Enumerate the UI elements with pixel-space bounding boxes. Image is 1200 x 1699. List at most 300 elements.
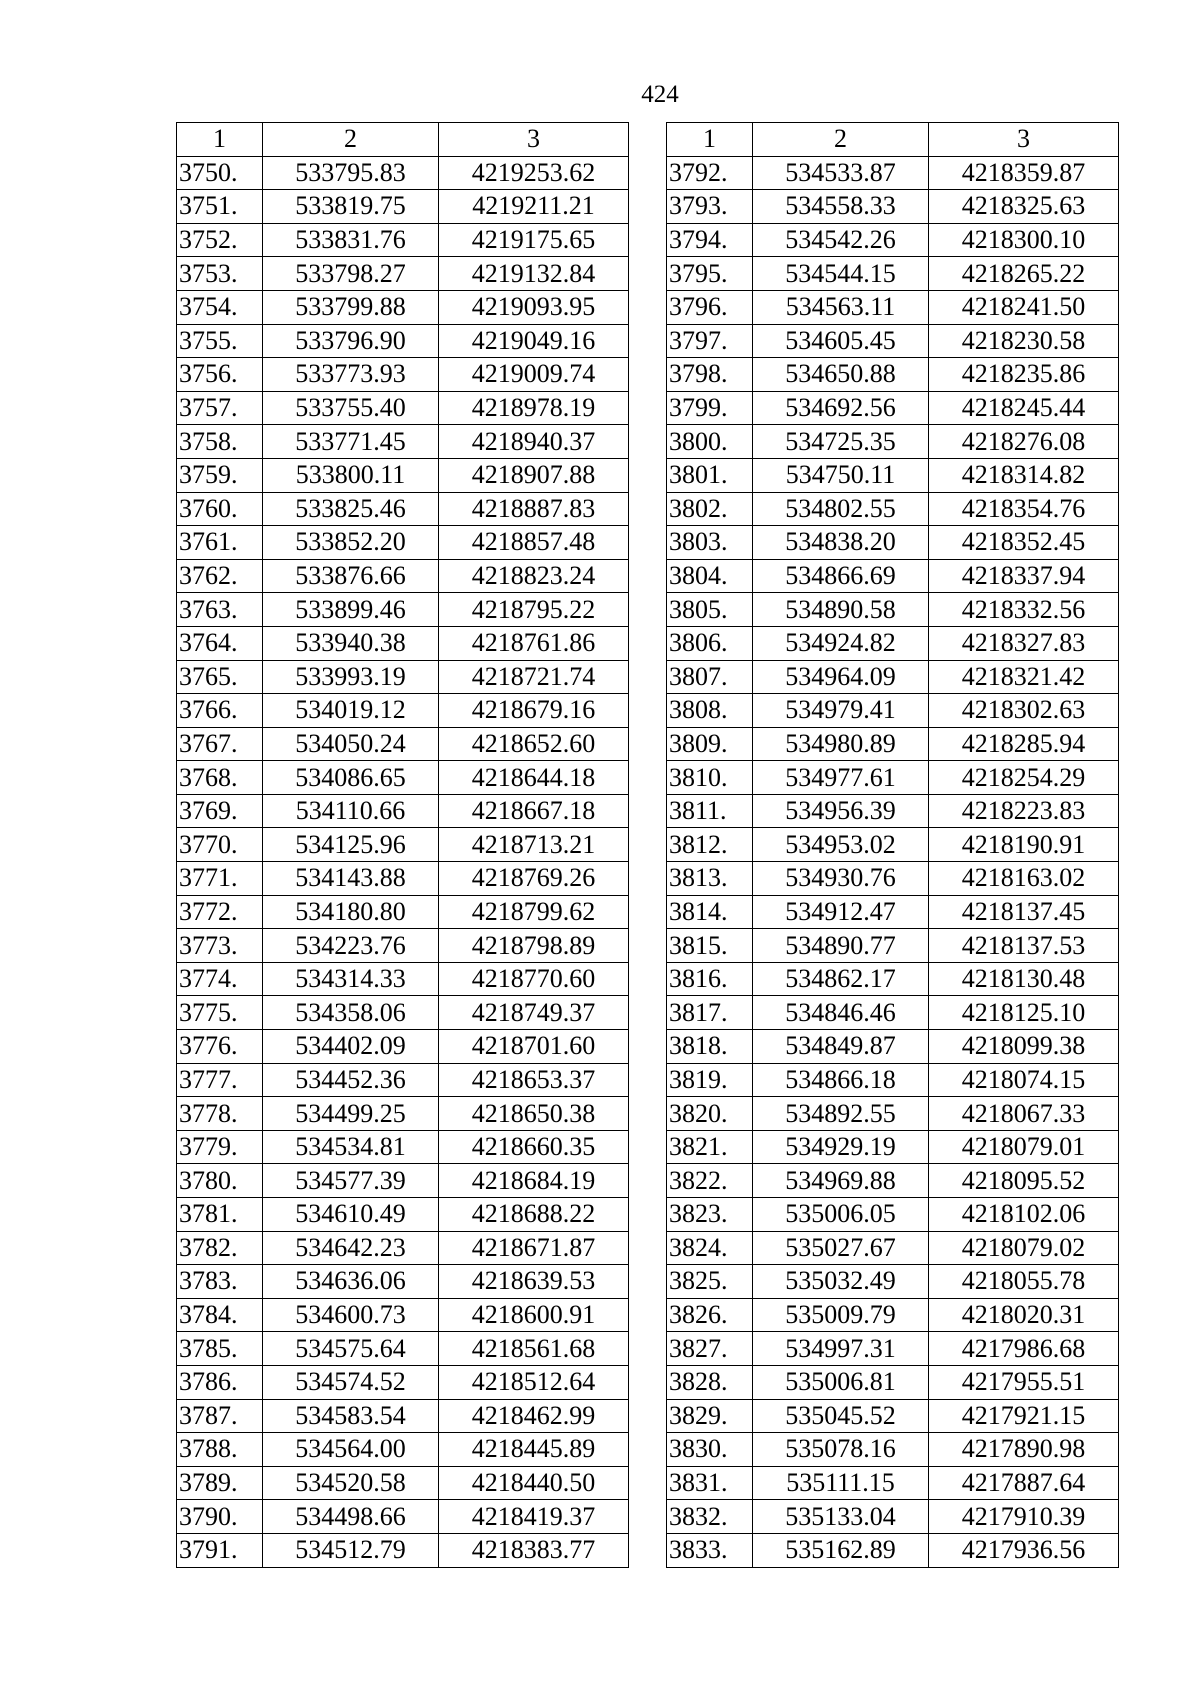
y-coordinate-cell: 4218639.53 — [439, 1265, 629, 1299]
x-coordinate-cell: 534143.88 — [263, 862, 439, 896]
x-coordinate-cell: 534866.18 — [753, 1063, 929, 1097]
table-row — [177, 694, 629, 728]
y-coordinate-cell: 4218684.19 — [439, 1164, 629, 1198]
y-coordinate-cell: 4218799.62 — [439, 895, 629, 929]
y-coordinate-cell: 4218761.86 — [439, 626, 629, 660]
point-number-cell: 3775. — [177, 996, 263, 1030]
coordinates-table-left — [176, 122, 629, 1568]
x-coordinate-cell: 533773.93 — [263, 358, 439, 392]
y-coordinate-cell: 4218163.02 — [929, 862, 1119, 896]
x-coordinate-cell: 534997.31 — [753, 1332, 929, 1366]
point-number-cell: 3764. — [177, 626, 263, 660]
y-coordinate-cell: 4218795.22 — [439, 593, 629, 627]
point-number-cell: 3765. — [177, 660, 263, 694]
y-coordinate-cell: 4219049.16 — [439, 324, 629, 358]
x-coordinate-cell: 534498.66 — [263, 1500, 439, 1534]
y-coordinate-cell: 4218067.33 — [929, 1097, 1119, 1131]
y-coordinate-cell: 4219253.62 — [439, 156, 629, 190]
x-coordinate-cell: 534499.25 — [263, 1097, 439, 1131]
y-coordinate-cell: 4218254.29 — [929, 761, 1119, 795]
x-coordinate-cell: 534750.11 — [753, 458, 929, 492]
x-coordinate-cell: 534980.89 — [753, 727, 929, 761]
x-coordinate-cell: 535032.49 — [753, 1265, 929, 1299]
y-coordinate-cell: 4217910.39 — [929, 1500, 1119, 1534]
table-row — [177, 794, 629, 828]
y-coordinate-cell: 4218721.74 — [439, 660, 629, 694]
table-row — [667, 862, 1119, 896]
x-coordinate-cell: 535111.15 — [753, 1466, 929, 1500]
table-row — [177, 1433, 629, 1467]
point-number-cell: 3832. — [667, 1500, 753, 1534]
table-row — [667, 1265, 1119, 1299]
table-row — [177, 1265, 629, 1299]
x-coordinate-cell: 535162.89 — [753, 1533, 929, 1567]
point-number-cell: 3779. — [177, 1130, 263, 1164]
point-number-cell: 3812. — [667, 828, 753, 862]
table-row — [667, 391, 1119, 425]
table-row — [177, 1063, 629, 1097]
point-number-cell: 3792. — [667, 156, 753, 190]
y-coordinate-cell: 4218770.60 — [439, 962, 629, 996]
point-number-cell: 3754. — [177, 290, 263, 324]
x-coordinate-cell: 533795.83 — [263, 156, 439, 190]
table-row — [177, 1030, 629, 1064]
point-number-cell: 3793. — [667, 190, 753, 224]
x-coordinate-cell: 534956.39 — [753, 794, 929, 828]
table-row — [667, 1533, 1119, 1567]
y-coordinate-cell: 4218512.64 — [439, 1365, 629, 1399]
header-row — [177, 123, 629, 157]
x-coordinate-cell: 534125.96 — [263, 828, 439, 862]
point-number-cell: 3799. — [667, 391, 753, 425]
point-number-cell: 3783. — [177, 1265, 263, 1299]
x-coordinate-cell: 533831.76 — [263, 223, 439, 257]
y-coordinate-cell: 4218440.50 — [439, 1466, 629, 1500]
point-number-cell: 3823. — [667, 1198, 753, 1232]
point-number-cell: 3811. — [667, 794, 753, 828]
point-number-cell: 3803. — [667, 526, 753, 560]
point-number-cell: 3782. — [177, 1231, 263, 1265]
y-coordinate-cell: 4218798.89 — [439, 929, 629, 963]
column-header-number: 1 — [177, 123, 263, 157]
y-coordinate-cell: 4218079.02 — [929, 1231, 1119, 1265]
table-row — [177, 1466, 629, 1500]
table-row — [177, 862, 629, 896]
x-coordinate-cell: 533799.88 — [263, 290, 439, 324]
column-header-x: 2 — [263, 123, 439, 157]
x-coordinate-cell: 534534.81 — [263, 1130, 439, 1164]
y-coordinate-cell: 4218245.44 — [929, 391, 1119, 425]
table-row — [667, 324, 1119, 358]
table-row — [177, 358, 629, 392]
x-coordinate-cell: 534953.02 — [753, 828, 929, 862]
table-row — [667, 290, 1119, 324]
table-row — [667, 794, 1119, 828]
point-number-cell: 3763. — [177, 593, 263, 627]
x-coordinate-cell: 533940.38 — [263, 626, 439, 660]
y-coordinate-cell: 4218230.58 — [929, 324, 1119, 358]
point-number-cell: 3827. — [667, 1332, 753, 1366]
table-row — [667, 1433, 1119, 1467]
x-coordinate-cell: 535027.67 — [753, 1231, 929, 1265]
table-row — [177, 727, 629, 761]
y-coordinate-cell: 4218137.45 — [929, 895, 1119, 929]
x-coordinate-cell: 533755.40 — [263, 391, 439, 425]
y-coordinate-cell: 4218241.50 — [929, 290, 1119, 324]
x-coordinate-cell: 534969.88 — [753, 1164, 929, 1198]
point-number-cell: 3819. — [667, 1063, 753, 1097]
y-coordinate-cell: 4218940.37 — [439, 425, 629, 459]
point-number-cell: 3759. — [177, 458, 263, 492]
x-coordinate-cell: 533876.66 — [263, 559, 439, 593]
x-coordinate-cell: 534977.61 — [753, 761, 929, 795]
table-row — [667, 492, 1119, 526]
y-coordinate-cell: 4217921.15 — [929, 1399, 1119, 1433]
y-coordinate-cell: 4218020.31 — [929, 1298, 1119, 1332]
y-coordinate-cell: 4219093.95 — [439, 290, 629, 324]
y-coordinate-cell: 4218337.94 — [929, 559, 1119, 593]
x-coordinate-cell: 534358.06 — [263, 996, 439, 1030]
x-coordinate-cell: 534452.36 — [263, 1063, 439, 1097]
point-number-cell: 3815. — [667, 929, 753, 963]
point-number-cell: 3777. — [177, 1063, 263, 1097]
x-coordinate-cell: 534574.52 — [263, 1365, 439, 1399]
point-number-cell: 3816. — [667, 962, 753, 996]
x-coordinate-cell: 534802.55 — [753, 492, 929, 526]
x-coordinate-cell: 534563.11 — [753, 290, 929, 324]
y-coordinate-cell: 4218857.48 — [439, 526, 629, 560]
table-row — [177, 190, 629, 224]
y-coordinate-cell: 4218130.48 — [929, 962, 1119, 996]
y-coordinate-cell: 4218079.01 — [929, 1130, 1119, 1164]
table-row — [177, 559, 629, 593]
x-coordinate-cell: 534892.55 — [753, 1097, 929, 1131]
table-row — [177, 1399, 629, 1433]
x-coordinate-cell: 534929.19 — [753, 1130, 929, 1164]
header-row — [667, 123, 1119, 157]
y-coordinate-cell: 4218302.63 — [929, 694, 1119, 728]
table-row — [667, 1365, 1119, 1399]
y-coordinate-cell: 4218235.86 — [929, 358, 1119, 392]
table-row — [177, 593, 629, 627]
table-row — [667, 559, 1119, 593]
point-number-cell: 3791. — [177, 1533, 263, 1567]
table-row — [667, 190, 1119, 224]
point-number-cell: 3804. — [667, 559, 753, 593]
x-coordinate-cell: 535045.52 — [753, 1399, 929, 1433]
x-coordinate-cell: 534180.80 — [263, 895, 439, 929]
x-coordinate-cell: 534849.87 — [753, 1030, 929, 1064]
point-number-cell: 3814. — [667, 895, 753, 929]
x-coordinate-cell: 534725.35 — [753, 425, 929, 459]
table-row — [667, 996, 1119, 1030]
point-number-cell: 3757. — [177, 391, 263, 425]
table-row — [667, 458, 1119, 492]
table-row — [667, 828, 1119, 862]
point-number-cell: 3768. — [177, 761, 263, 795]
y-coordinate-cell: 4218125.10 — [929, 996, 1119, 1030]
x-coordinate-cell: 534979.41 — [753, 694, 929, 728]
x-coordinate-cell: 534533.87 — [753, 156, 929, 190]
column-header-x: 2 — [753, 123, 929, 157]
point-number-cell: 3794. — [667, 223, 753, 257]
point-number-cell: 3784. — [177, 1298, 263, 1332]
y-coordinate-cell: 4218823.24 — [439, 559, 629, 593]
y-coordinate-cell: 4218055.78 — [929, 1265, 1119, 1299]
point-number-cell: 3767. — [177, 727, 263, 761]
y-coordinate-cell: 4218713.21 — [439, 828, 629, 862]
x-coordinate-cell: 535009.79 — [753, 1298, 929, 1332]
table-row — [667, 1231, 1119, 1265]
point-number-cell: 3789. — [177, 1466, 263, 1500]
table-row — [177, 962, 629, 996]
x-coordinate-cell: 534600.73 — [263, 1298, 439, 1332]
point-number-cell: 3778. — [177, 1097, 263, 1131]
y-coordinate-cell: 4218314.82 — [929, 458, 1119, 492]
table-row — [177, 660, 629, 694]
x-coordinate-cell: 534558.33 — [753, 190, 929, 224]
point-number-cell: 3797. — [667, 324, 753, 358]
table-row — [667, 257, 1119, 291]
y-coordinate-cell: 4217986.68 — [929, 1332, 1119, 1366]
y-coordinate-cell: 4217955.51 — [929, 1365, 1119, 1399]
y-coordinate-cell: 4218688.22 — [439, 1198, 629, 1232]
point-number-cell: 3802. — [667, 492, 753, 526]
table-row — [177, 1097, 629, 1131]
x-coordinate-cell: 533825.46 — [263, 492, 439, 526]
x-coordinate-cell: 534542.26 — [753, 223, 929, 257]
table-row — [177, 895, 629, 929]
table-row — [177, 929, 629, 963]
point-number-cell: 3766. — [177, 694, 263, 728]
y-coordinate-cell: 4219175.65 — [439, 223, 629, 257]
x-coordinate-cell: 534890.58 — [753, 593, 929, 627]
x-coordinate-cell: 534650.88 — [753, 358, 929, 392]
y-coordinate-cell: 4218650.38 — [439, 1097, 629, 1131]
table-row — [177, 996, 629, 1030]
y-coordinate-cell: 4218352.45 — [929, 526, 1119, 560]
y-coordinate-cell: 4218099.38 — [929, 1030, 1119, 1064]
x-coordinate-cell: 533798.27 — [263, 257, 439, 291]
table-row — [177, 1231, 629, 1265]
y-coordinate-cell: 4218769.26 — [439, 862, 629, 896]
x-coordinate-cell: 534086.65 — [263, 761, 439, 795]
y-coordinate-cell: 4217890.98 — [929, 1433, 1119, 1467]
point-number-cell: 3786. — [177, 1365, 263, 1399]
x-coordinate-cell: 533771.45 — [263, 425, 439, 459]
table-row — [667, 1164, 1119, 1198]
coordinates-table-right — [666, 122, 1119, 1568]
y-coordinate-cell: 4218095.52 — [929, 1164, 1119, 1198]
x-coordinate-cell: 534019.12 — [263, 694, 439, 728]
y-coordinate-cell: 4218102.06 — [929, 1198, 1119, 1232]
table-row — [177, 257, 629, 291]
point-number-cell: 3821. — [667, 1130, 753, 1164]
table-row — [177, 761, 629, 795]
table-row — [177, 1332, 629, 1366]
y-coordinate-cell: 4218561.68 — [439, 1332, 629, 1366]
x-coordinate-cell: 534402.09 — [263, 1030, 439, 1064]
point-number-cell: 3762. — [177, 559, 263, 593]
point-number-cell: 3826. — [667, 1298, 753, 1332]
table-row — [667, 660, 1119, 694]
y-coordinate-cell: 4219211.21 — [439, 190, 629, 224]
point-number-cell: 3806. — [667, 626, 753, 660]
point-number-cell: 3761. — [177, 526, 263, 560]
point-number-cell: 3774. — [177, 962, 263, 996]
x-coordinate-cell: 533819.75 — [263, 190, 439, 224]
y-coordinate-cell: 4219132.84 — [439, 257, 629, 291]
table-row — [177, 526, 629, 560]
point-number-cell: 3818. — [667, 1030, 753, 1064]
x-coordinate-cell: 534605.45 — [753, 324, 929, 358]
y-coordinate-cell: 4218265.22 — [929, 257, 1119, 291]
y-coordinate-cell: 4218600.91 — [439, 1298, 629, 1332]
y-coordinate-cell: 4218644.18 — [439, 761, 629, 795]
x-coordinate-cell: 534575.64 — [263, 1332, 439, 1366]
table-row — [177, 223, 629, 257]
table-row — [667, 223, 1119, 257]
y-coordinate-cell: 4218383.77 — [439, 1533, 629, 1567]
table-row — [177, 1164, 629, 1198]
y-coordinate-cell: 4218660.35 — [439, 1130, 629, 1164]
table-row — [667, 358, 1119, 392]
x-coordinate-cell: 534866.69 — [753, 559, 929, 593]
y-coordinate-cell: 4218701.60 — [439, 1030, 629, 1064]
column-header-y: 3 — [439, 123, 629, 157]
y-coordinate-cell: 4218652.60 — [439, 727, 629, 761]
point-number-cell: 3770. — [177, 828, 263, 862]
table-row — [177, 156, 629, 190]
x-coordinate-cell: 534223.76 — [263, 929, 439, 963]
point-number-cell: 3830. — [667, 1433, 753, 1467]
x-coordinate-cell: 534110.66 — [263, 794, 439, 828]
point-number-cell: 3753. — [177, 257, 263, 291]
x-coordinate-cell: 534930.76 — [753, 862, 929, 896]
x-coordinate-cell: 534520.58 — [263, 1466, 439, 1500]
point-number-cell: 3755. — [177, 324, 263, 358]
table-row — [177, 1533, 629, 1567]
table-row — [177, 1365, 629, 1399]
table-row — [667, 1097, 1119, 1131]
y-coordinate-cell: 4218671.87 — [439, 1231, 629, 1265]
y-coordinate-cell: 4218359.87 — [929, 156, 1119, 190]
x-coordinate-cell: 534544.15 — [753, 257, 929, 291]
table-row — [667, 1198, 1119, 1232]
table-row — [177, 290, 629, 324]
point-number-cell: 3817. — [667, 996, 753, 1030]
y-coordinate-cell: 4218679.16 — [439, 694, 629, 728]
y-coordinate-cell: 4217887.64 — [929, 1466, 1119, 1500]
x-coordinate-cell: 534512.79 — [263, 1533, 439, 1567]
point-number-cell: 3788. — [177, 1433, 263, 1467]
y-coordinate-cell: 4218907.88 — [439, 458, 629, 492]
table-row — [667, 526, 1119, 560]
point-number-cell: 3773. — [177, 929, 263, 963]
x-coordinate-cell: 534846.46 — [753, 996, 929, 1030]
y-coordinate-cell: 4218276.08 — [929, 425, 1119, 459]
point-number-cell: 3785. — [177, 1332, 263, 1366]
point-number-cell: 3807. — [667, 660, 753, 694]
point-number-cell: 3808. — [667, 694, 753, 728]
y-coordinate-cell: 4217936.56 — [929, 1533, 1119, 1567]
table-row — [667, 1332, 1119, 1366]
y-coordinate-cell: 4218074.15 — [929, 1063, 1119, 1097]
y-coordinate-cell: 4218445.89 — [439, 1433, 629, 1467]
table-row — [667, 425, 1119, 459]
x-coordinate-cell: 533852.20 — [263, 526, 439, 560]
x-coordinate-cell: 535006.81 — [753, 1365, 929, 1399]
point-number-cell: 3795. — [667, 257, 753, 291]
point-number-cell: 3750. — [177, 156, 263, 190]
table-row — [667, 1466, 1119, 1500]
page-number: 424 — [641, 81, 679, 108]
x-coordinate-cell: 534862.17 — [753, 962, 929, 996]
point-number-cell: 3756. — [177, 358, 263, 392]
table-row — [177, 391, 629, 425]
point-number-cell: 3831. — [667, 1466, 753, 1500]
point-number-cell: 3820. — [667, 1097, 753, 1131]
column-header-y: 3 — [929, 123, 1119, 157]
x-coordinate-cell: 535133.04 — [753, 1500, 929, 1534]
x-coordinate-cell: 534577.39 — [263, 1164, 439, 1198]
point-number-cell: 3780. — [177, 1164, 263, 1198]
point-number-cell: 3752. — [177, 223, 263, 257]
x-coordinate-cell: 534692.56 — [753, 391, 929, 425]
x-coordinate-cell: 534583.54 — [263, 1399, 439, 1433]
table-row — [667, 593, 1119, 627]
x-coordinate-cell: 533899.46 — [263, 593, 439, 627]
y-coordinate-cell: 4218325.63 — [929, 190, 1119, 224]
x-coordinate-cell: 535078.16 — [753, 1433, 929, 1467]
table-row — [667, 962, 1119, 996]
point-number-cell: 3800. — [667, 425, 753, 459]
point-number-cell: 3822. — [667, 1164, 753, 1198]
x-coordinate-cell: 533800.11 — [263, 458, 439, 492]
point-number-cell: 3829. — [667, 1399, 753, 1433]
table-row — [177, 828, 629, 862]
y-coordinate-cell: 4218327.83 — [929, 626, 1119, 660]
point-number-cell: 3796. — [667, 290, 753, 324]
table-row — [177, 458, 629, 492]
y-coordinate-cell: 4218190.91 — [929, 828, 1119, 862]
y-coordinate-cell: 4218462.99 — [439, 1399, 629, 1433]
table-row — [667, 1130, 1119, 1164]
y-coordinate-cell: 4218321.42 — [929, 660, 1119, 694]
point-number-cell: 3813. — [667, 862, 753, 896]
table-row — [667, 1298, 1119, 1332]
y-coordinate-cell: 4218285.94 — [929, 727, 1119, 761]
point-number-cell: 3805. — [667, 593, 753, 627]
point-number-cell: 3776. — [177, 1030, 263, 1064]
table-row — [177, 1198, 629, 1232]
point-number-cell: 3760. — [177, 492, 263, 526]
y-coordinate-cell: 4218749.37 — [439, 996, 629, 1030]
table-row — [667, 929, 1119, 963]
y-coordinate-cell: 4219009.74 — [439, 358, 629, 392]
point-number-cell: 3772. — [177, 895, 263, 929]
x-coordinate-cell: 535006.05 — [753, 1198, 929, 1232]
table-row — [177, 1500, 629, 1534]
point-number-cell: 3751. — [177, 190, 263, 224]
x-coordinate-cell: 534912.47 — [753, 895, 929, 929]
point-number-cell: 3769. — [177, 794, 263, 828]
table-row — [177, 492, 629, 526]
point-number-cell: 3833. — [667, 1533, 753, 1567]
y-coordinate-cell: 4218419.37 — [439, 1500, 629, 1534]
point-number-cell: 3758. — [177, 425, 263, 459]
x-coordinate-cell: 533993.19 — [263, 660, 439, 694]
